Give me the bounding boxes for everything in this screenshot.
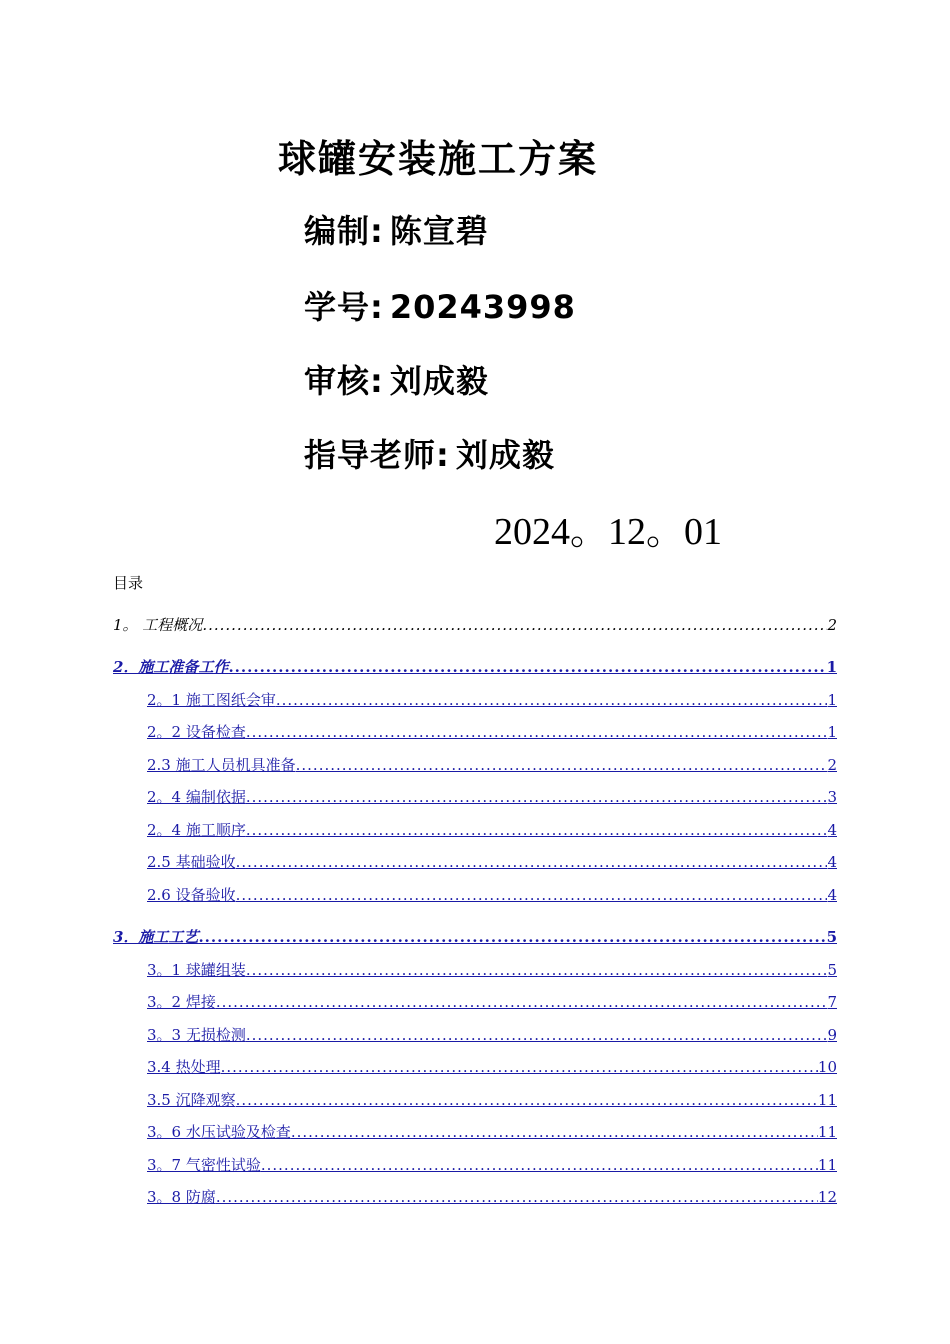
student-id: 20243998 bbox=[389, 288, 576, 326]
toc-entry-label: 2.5 基础验收 bbox=[147, 853, 236, 871]
author-label: 编制: bbox=[304, 212, 384, 250]
toc-entry[interactable] bbox=[147, 786, 837, 807]
toc-entry-label: 2。2 设备检查 bbox=[147, 723, 246, 741]
student-id-label: 学号: bbox=[304, 288, 384, 326]
toc-entry-page: 3 bbox=[827, 788, 837, 806]
toc-entry-label: 2.3 施工人员机具准备 bbox=[147, 756, 296, 774]
reviewer-name: 刘成毅 bbox=[389, 362, 489, 400]
toc-entry-label: 2。4 编制依据 bbox=[147, 788, 246, 806]
toc-entry-label: 3.5 沉降观察 bbox=[147, 1091, 236, 1109]
toc-entry[interactable] bbox=[147, 1186, 837, 1207]
toc-entry[interactable] bbox=[147, 1121, 837, 1142]
toc-entry[interactable] bbox=[147, 689, 837, 710]
toc-entry-label: 3.4 热处理 bbox=[147, 1058, 221, 1076]
toc-entry[interactable] bbox=[147, 851, 837, 872]
toc-entry[interactable] bbox=[147, 884, 837, 905]
toc-entry-page: 2 bbox=[827, 756, 837, 774]
toc-entry-page: 4 bbox=[827, 886, 837, 904]
toc-entry-label: 2．施工准备工作 bbox=[113, 658, 229, 676]
toc-entry[interactable] bbox=[147, 991, 837, 1012]
toc-entry-page: 4 bbox=[827, 853, 837, 871]
toc-entry[interactable] bbox=[147, 959, 837, 980]
advisor-line bbox=[304, 430, 555, 476]
toc-entry-page: 5 bbox=[826, 928, 837, 946]
toc-entry-label: 2。1 施工图纸会审 bbox=[147, 691, 276, 709]
toc-entry[interactable] bbox=[147, 1154, 837, 1175]
toc-entry[interactable] bbox=[147, 754, 837, 775]
toc-entry-label: 3．施工工艺 bbox=[113, 928, 199, 946]
toc-entry-page: 9 bbox=[827, 1026, 837, 1044]
toc-entry-label: 1。 工程概况 bbox=[113, 616, 203, 634]
toc-entry-page: 1 bbox=[826, 658, 837, 676]
toc-entry-label: 2。4 施工顺序 bbox=[147, 821, 246, 839]
toc-entry[interactable] bbox=[113, 614, 837, 635]
toc-entry[interactable] bbox=[147, 1089, 837, 1110]
author-name: 陈宣碧 bbox=[389, 212, 489, 250]
toc-entry-page: 11 bbox=[817, 1123, 837, 1141]
toc-entry[interactable] bbox=[147, 1056, 837, 1077]
toc-entry-page: 10 bbox=[817, 1058, 837, 1076]
student-id-line bbox=[304, 282, 576, 328]
toc-entry-label: 3。1 球罐组装 bbox=[147, 961, 246, 979]
toc-entry[interactable] bbox=[147, 819, 837, 840]
toc-entry[interactable] bbox=[113, 656, 837, 677]
toc-entry-page: 5 bbox=[827, 961, 837, 979]
toc-entry-page: 1 bbox=[827, 691, 837, 709]
toc-entry-page: 11 bbox=[817, 1091, 837, 1109]
author-line bbox=[304, 206, 489, 252]
toc-entry-label: 3。2 焊接 bbox=[147, 993, 216, 1011]
advisor-name: 刘成毅 bbox=[455, 436, 555, 474]
toc-entry-page: 1 bbox=[827, 723, 837, 741]
toc-entry[interactable] bbox=[147, 721, 837, 742]
toc-entry-page: 7 bbox=[827, 993, 837, 1011]
toc-entry-label: 3。6 水压试验及检查 bbox=[147, 1123, 291, 1141]
toc-entry-page: 2 bbox=[827, 616, 837, 634]
advisor-label: 指导老师: bbox=[304, 436, 450, 474]
document-date: 2024。12。01 bbox=[494, 511, 723, 553]
toc-heading: 目录 bbox=[113, 574, 144, 592]
document-title: 球罐安装施工方案 bbox=[278, 137, 599, 181]
toc-entry-label: 3。8 防腐 bbox=[147, 1188, 216, 1206]
toc-entry-label: 3。3 无损检测 bbox=[147, 1026, 246, 1044]
reviewer-line bbox=[304, 356, 489, 402]
toc-entry-label: 3。7 气密性试验 bbox=[147, 1156, 261, 1174]
reviewer-label: 审核: bbox=[304, 362, 384, 400]
toc-entry-label: 2.6 设备验收 bbox=[147, 886, 236, 904]
toc-entry-page: 12 bbox=[817, 1188, 837, 1206]
toc-entry-page: 4 bbox=[827, 821, 837, 839]
toc-entry[interactable] bbox=[113, 926, 837, 947]
toc-entry-page: 11 bbox=[817, 1156, 837, 1174]
toc-entry[interactable] bbox=[147, 1024, 837, 1045]
